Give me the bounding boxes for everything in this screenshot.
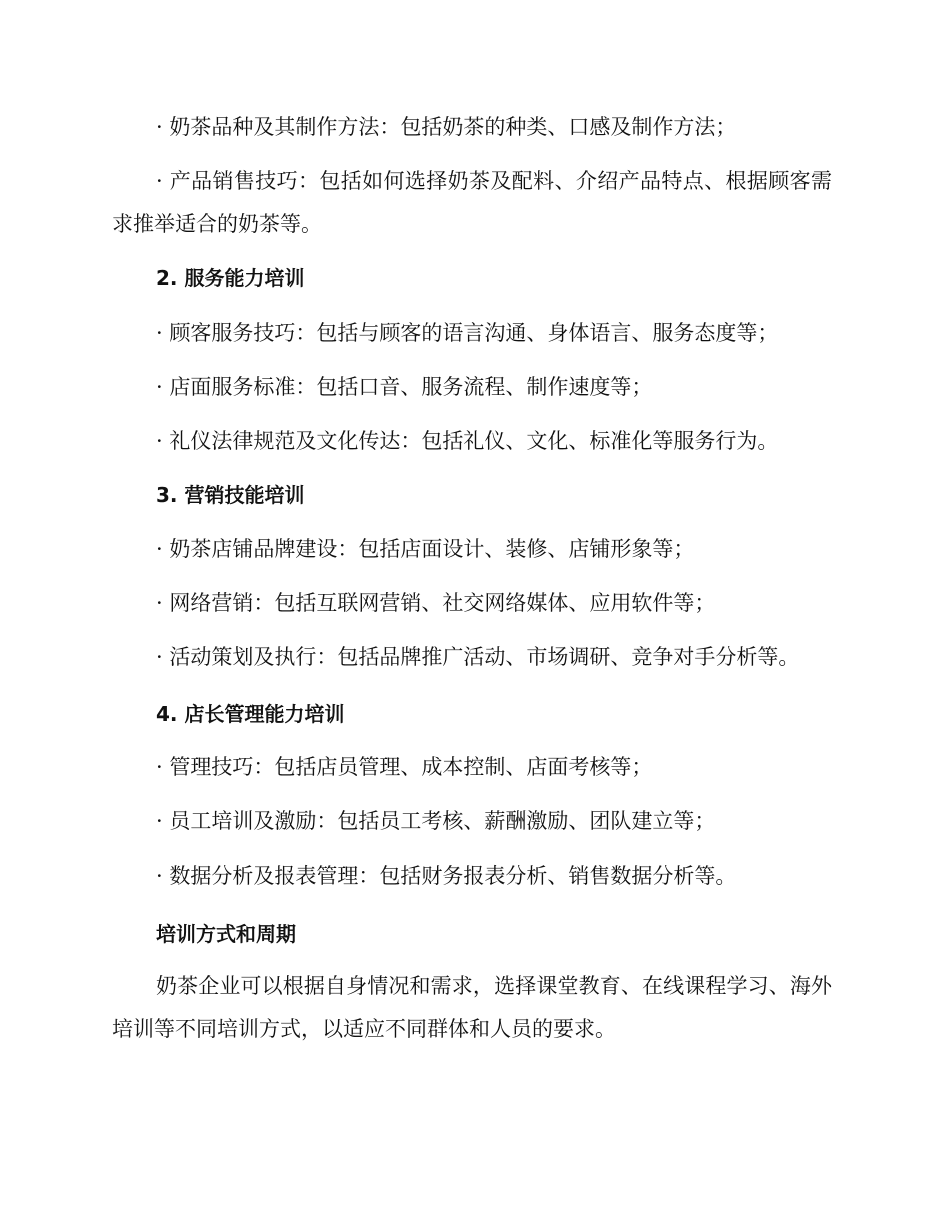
section-heading-manager: 4. 店长管理能力培训 — [156, 702, 345, 726]
section-heading-marketing: 3. 营销技能培训 — [156, 483, 305, 507]
bullet-sales-skills: · 产品销售技巧：包括如何选择奶茶及配料、介绍产品特点、根据顾客需求推举适合的奶茶等。 — [112, 169, 832, 236]
bullet-staff-training: · 员工培训及激励：包括员工考核、薪酬激励、团队建立等； — [156, 809, 716, 833]
bullet-online-marketing: · 网络营销：包括互联网营销、社交网络媒体、应用软件等； — [156, 591, 716, 615]
bullet-event-planning: · 活动策划及执行：包括品牌推广活动、市场调研、竞争对手分析等。 — [156, 645, 800, 669]
bullet-brand-building: · 奶茶店铺品牌建设：包括店面设计、装修、店铺形象等； — [156, 537, 695, 561]
section-heading-service: 2. 服务能力培训 — [156, 266, 305, 290]
bullet-management-skills: · 管理技巧：包括店员管理、成本控制、店面考核等； — [156, 755, 653, 779]
bullet-etiquette: · 礼仪法律规范及文化传达：包括礼仪、文化、标准化等服务行为。 — [156, 429, 779, 453]
bullet-data-analysis: · 数据分析及报表管理：包括财务报表分析、销售数据分析等。 — [156, 864, 737, 888]
bullet-milk-tea-varieties: · 奶茶品种及其制作方法：包括奶茶的种类、口感及制作方法； — [156, 115, 737, 139]
bullet-store-standards: · 店面服务标准：包括口音、服务流程、制作速度等； — [156, 375, 653, 399]
body-training-method: 奶茶企业可以根据自身情况和需求，选择课堂教育、在线课程学习、海外培训等不同培训方式，以适应不同群体和人员的要求。 — [112, 974, 832, 1041]
section-heading-training-method: 培训方式和周期 — [156, 922, 296, 946]
bullet-customer-service: · 顾客服务技巧：包括与顾客的语言沟通、身体语言、服务态度等； — [156, 321, 779, 345]
